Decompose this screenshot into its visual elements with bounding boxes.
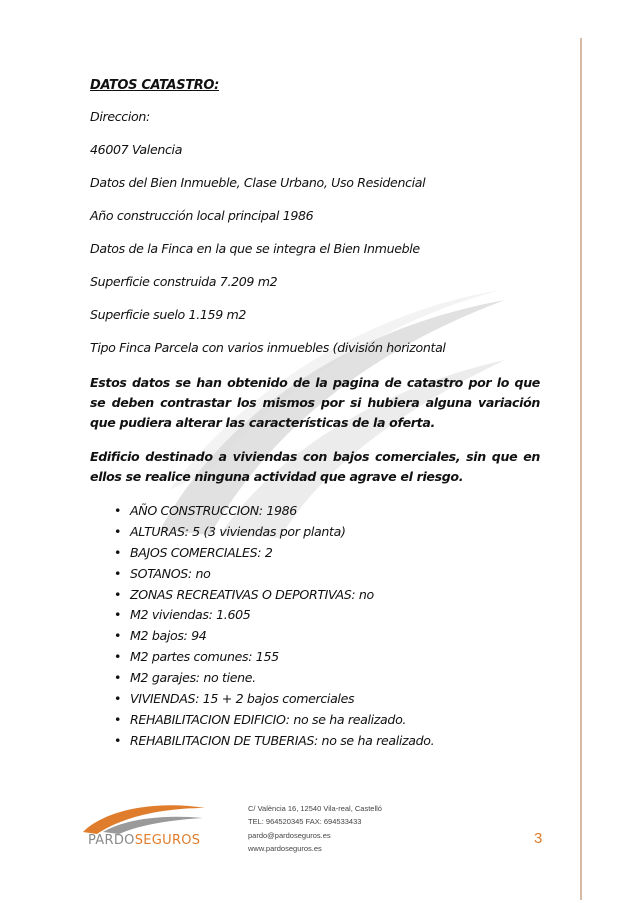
list-item: • M2 bajos: 94 (114, 626, 540, 647)
website-link[interactable]: www.pardoseguros.es (248, 843, 322, 853)
list-item: • M2 viviendas: 1.605 (114, 605, 540, 626)
list-item: • M2 partes comunes: 155 (114, 647, 540, 668)
bullet-icon: • (114, 711, 122, 727)
text-line: Tipo Finca Parcela con varios inmuebles (división horizontal (90, 340, 446, 355)
right-margin-rule (580, 38, 582, 900)
catastro-note-paragraph: Estos datos se han obtenido de la pagina de catastro por lo que se deben contrastar los mismos por si hubiera alguna variación que pudiera alterar las características de la oferta. (90, 375, 540, 430)
bullet-icon: • (114, 523, 122, 539)
list-item: • REHABILITACION DE TUBERIAS: no se ha realizado. (114, 731, 540, 752)
brand-name (88, 833, 200, 848)
bullet-icon: • (114, 691, 122, 707)
text-line: Datos de la Finca en la que se integra el Bien Inmueble (90, 241, 420, 256)
list-item: • REHABILITACION EDIFICIO: no se ha realizado. (114, 710, 540, 731)
phone-fax-text: TEL: 964520345 FAX: 694533433 (248, 817, 362, 827)
bullet-icon: • (114, 565, 122, 581)
list-item: • AÑO CONSTRUCCION: 1986 (114, 501, 540, 522)
text-line: Superficie construida 7.209 m2 (90, 274, 278, 289)
list-item: • BAJOS COMERCIALES: 2 (114, 543, 540, 564)
document-body (90, 78, 540, 752)
text-line: Direccion: (90, 109, 150, 124)
page-number: 3 (534, 830, 543, 847)
building-details-list (114, 501, 540, 752)
list-item: • M2 garajes: no tiene. (114, 668, 540, 689)
bullet-icon: • (114, 544, 122, 560)
bullet-icon: • (114, 586, 122, 602)
bullet-icon: • (114, 503, 122, 518)
list-item: • ALTURAS: 5 (3 viviendas por planta) (114, 522, 540, 543)
email-link[interactable]: pardo@pardoseguros.es (248, 830, 331, 840)
bullet-icon: • (114, 649, 122, 665)
list-item: • SOTANOS: no (114, 564, 540, 585)
contact-block (248, 802, 382, 855)
bullet-icon: • (114, 628, 122, 644)
bullet-icon: • (114, 607, 122, 623)
list-item: • ZONAS RECREATIVAS O DEPORTIVAS: no (114, 585, 540, 606)
section-heading: DATOS CATASTRO: (90, 78, 219, 93)
building-use-paragraph: Edificio destinado a viviendas con bajos comerciales, sin que en ellos se realice ninguna actividad que agrave el riesgo. (90, 449, 540, 484)
address-text: C/ València 16, 12540 Vila-real, Castelló (248, 804, 382, 813)
text-line: Año construcción local principal 1986 (90, 208, 314, 223)
text-line: 46007 Valencia (90, 142, 183, 157)
brand-name-part: SEGUROS (134, 833, 201, 848)
text-line: Datos del Bien Inmueble, Clase Urbano, Uso Residencial (90, 175, 426, 190)
bullet-icon: • (114, 732, 122, 748)
brand-name-part: PARDO (88, 833, 135, 848)
text-line: Superficie suelo 1.159 m2 (90, 307, 247, 322)
list-item: • VIVIENDAS: 15 + 2 bajos comerciales (114, 689, 540, 710)
bullet-icon: • (114, 670, 122, 686)
